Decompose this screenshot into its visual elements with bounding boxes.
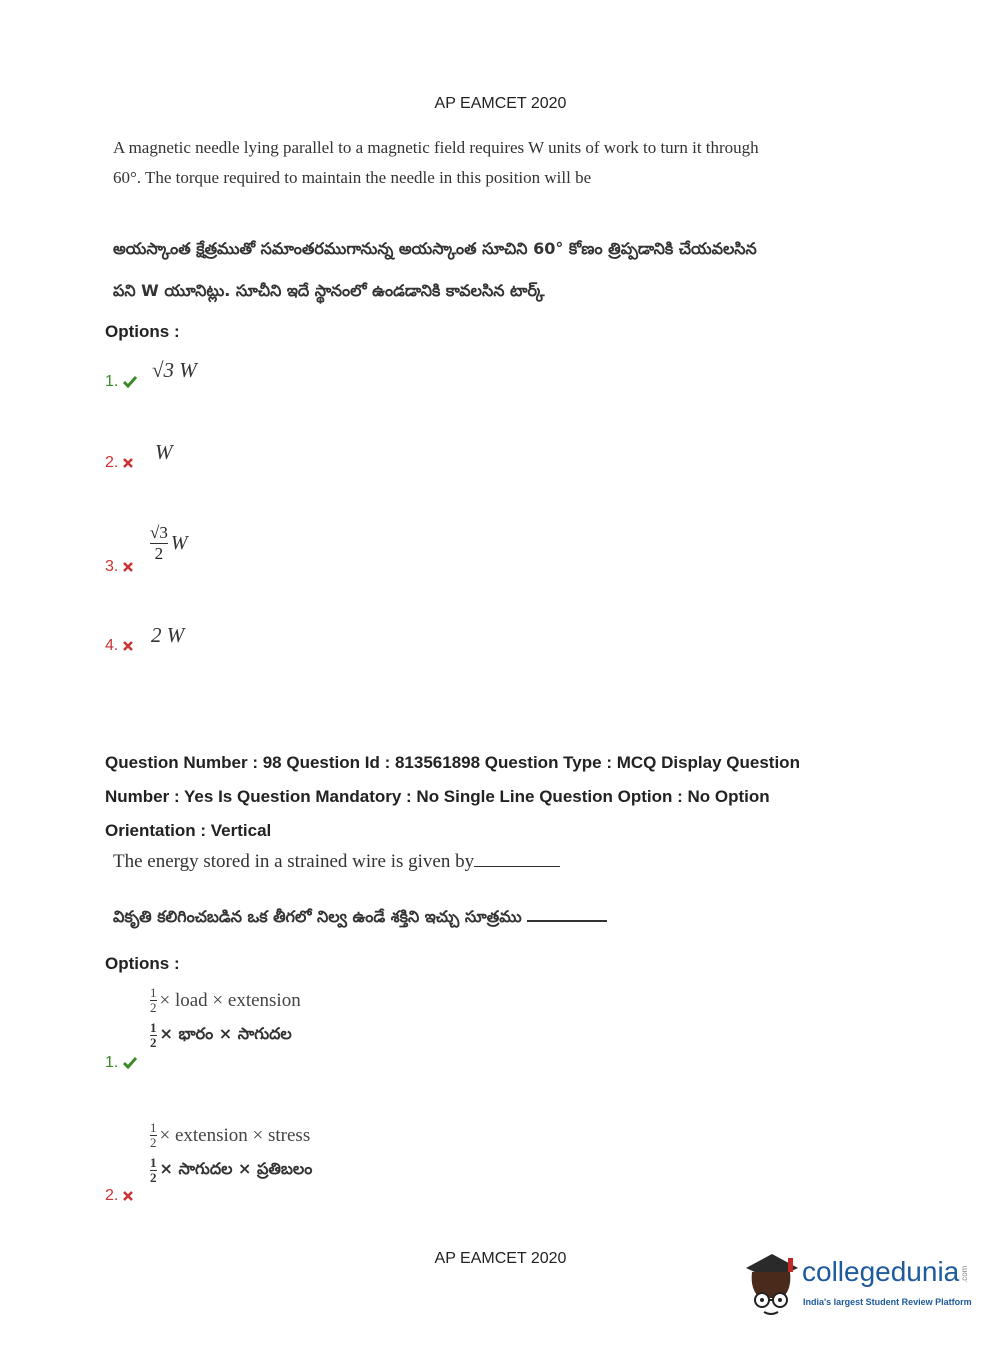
mascot-icon <box>742 1250 800 1316</box>
fraction-denominator: 2 <box>150 1170 157 1185</box>
fraction-numerator: 1 <box>150 1120 157 1135</box>
option-number-label: 1. <box>105 373 119 390</box>
option-2-english-text: × extension × stress <box>159 1124 311 1146</box>
cross-icon <box>123 562 133 572</box>
option-1-telugu-text: × భారం × సాగుదల <box>159 1024 292 1043</box>
brand-logo[interactable] <box>742 1250 972 1320</box>
question-english-line-2: 60°. The torque required to maintain the needle in this position will be <box>113 168 592 187</box>
page-footer: AP EAMCET 2020 <box>434 1250 567 1267</box>
option-2-formula <box>150 1121 312 1185</box>
fraction-denominator: 2 <box>150 1035 157 1050</box>
fraction <box>150 523 168 564</box>
option-number-label: 2. <box>105 454 119 471</box>
question-english-text: The energy stored in a strained wire is given by <box>113 851 475 872</box>
option-1-number[interactable] <box>105 373 137 391</box>
option-number-label: 3. <box>105 558 119 575</box>
option-2-number[interactable] <box>105 1187 133 1205</box>
option-4-number[interactable] <box>105 637 133 655</box>
page-header: AP EAMCET 2020 <box>434 95 567 112</box>
fraction-numerator: 1 <box>150 985 157 1000</box>
question-english-line-1: A magnetic needle lying parallel to a magnetic field requires W units of work to turn it through <box>113 138 759 157</box>
question-english <box>113 133 759 193</box>
question-meta-line-3: Orientation : Vertical <box>105 821 272 840</box>
fraction-denominator: 2 <box>154 544 164 563</box>
option-1-formula <box>150 986 301 1050</box>
option-2-english <box>150 1121 312 1150</box>
cross-icon <box>123 458 133 468</box>
fraction-numerator: 1 <box>150 1155 157 1170</box>
cross-icon <box>123 641 133 651</box>
option-2-text: W <box>155 440 173 464</box>
option-1-number[interactable] <box>105 1054 137 1072</box>
question-meta-line-2: Number : Yes Is Question Mandatory : No Single Line Question Option : No Option <box>105 787 770 806</box>
option-4-text: 2 W <box>151 623 185 647</box>
brand-suffix: .com <box>960 1265 970 1283</box>
brand-tagline: India's largest Student Review Platform <box>803 1297 972 1307</box>
option-number-label: 4. <box>105 637 119 654</box>
options-heading: Options : <box>105 322 180 341</box>
question-meta <box>105 746 865 848</box>
option-2-number[interactable] <box>105 454 133 472</box>
fraction <box>150 986 157 1015</box>
option-3-suffix: W <box>170 532 188 554</box>
option-1-english-text: × load × extension <box>159 989 301 1011</box>
option-3-formula <box>150 523 188 564</box>
answer-blank <box>474 852 560 867</box>
fraction-denominator: 2 <box>150 1000 157 1015</box>
brand-name: collegedunia <box>802 1256 960 1287</box>
option-number-label: 2. <box>105 1187 119 1204</box>
option-1-text: √3 W <box>152 358 197 382</box>
cross-icon <box>123 1191 133 1201</box>
options-heading: Options : <box>105 954 180 973</box>
fraction <box>150 1021 157 1050</box>
question-meta-line-1: Question Number : 98 Question Id : 813561898 Question Type : MCQ Display Question <box>105 753 800 772</box>
answer-blank <box>527 906 607 922</box>
question-telugu <box>113 228 757 312</box>
option-2-telugu-text: × సాగుదల × ప్రతిబలం <box>159 1159 313 1178</box>
fraction-numerator: 1 <box>150 1020 157 1035</box>
option-1-english <box>150 986 301 1015</box>
fraction <box>150 1121 157 1150</box>
question-telugu-line-2: పని W యూనిట్లు. సూచీని ఇదే స్థానంలో ఉండడానికి కావలసిన టార్క్ <box>113 281 545 300</box>
question-telugu <box>113 906 607 930</box>
fraction-numerator: √3 <box>150 523 168 542</box>
fraction-denominator: 2 <box>150 1135 157 1150</box>
option-3-number[interactable] <box>105 558 133 576</box>
option-1-telugu <box>150 1021 301 1050</box>
check-icon <box>123 1057 137 1069</box>
question-telugu-text: వికృతి కలిగించబడిన ఒక తీగలో నిల్వ ఉండే శక్తిని ఇచ్చు సూత్రము <box>113 907 522 926</box>
question-english <box>113 851 560 873</box>
option-2-telugu <box>150 1156 312 1185</box>
fraction <box>150 1156 157 1185</box>
check-icon <box>123 376 137 388</box>
option-number-label: 1. <box>105 1054 119 1071</box>
question-telugu-line-1: అయస్కాంత క్షేత్రముతో సమాంతరముగానున్న అయస్కాంత సూచిని 60° కోణం త్రిప్పడానికి చేయవలసిన <box>113 239 757 258</box>
